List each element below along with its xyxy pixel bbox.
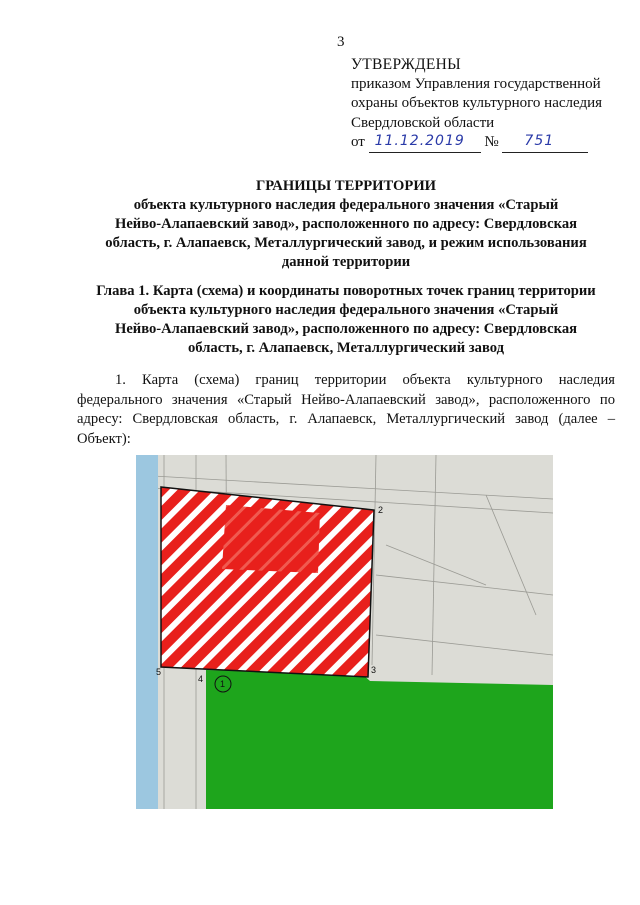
title-line-1: ГРАНИЦЫ ТЕРРИТОРИИ bbox=[255, 178, 437, 194]
approval-heading: УТВЕРЖДЕНЫ bbox=[351, 56, 461, 73]
title-line-2: объекта культурного наследия федерального значения «Старый bbox=[133, 197, 559, 213]
title-line-3: Нейво-Алапаевский завод», расположенного по адресу: Свердловская bbox=[114, 216, 578, 232]
chapter-line-2: объекта культурного наследия федерального значения «Старый bbox=[133, 302, 559, 318]
river-strip bbox=[136, 455, 158, 809]
chapter-heading bbox=[60, 282, 632, 358]
point-label-2: 2 bbox=[378, 505, 384, 515]
approval-line-2: охраны объектов культурного наследия bbox=[351, 95, 603, 111]
point-label-4: 4 bbox=[198, 674, 204, 684]
number-label: № bbox=[484, 134, 499, 150]
approval-line-3: Свердловской области bbox=[351, 114, 495, 131]
title-line-5: данной территории bbox=[281, 254, 411, 270]
chapter-line-1: Глава 1. Карта (схема) и координаты поворотных точек границ территории bbox=[96, 283, 596, 299]
handwritten-date: 11.12.2019 bbox=[374, 133, 465, 149]
inner-zone bbox=[222, 505, 320, 573]
approval-line-1: приказом Управления государственной bbox=[351, 75, 601, 92]
number-field bbox=[502, 135, 588, 153]
document-title bbox=[60, 177, 632, 272]
approval-block bbox=[351, 55, 602, 153]
green-zone bbox=[206, 670, 553, 809]
from-label: от bbox=[351, 134, 365, 150]
point-label-3: 3 bbox=[371, 665, 377, 675]
point-label-5: 5 bbox=[156, 667, 162, 677]
approval-date-row bbox=[351, 133, 602, 153]
date-field bbox=[369, 135, 481, 153]
chapter-line-4: область, г. Алапаевск, Металлургический завод bbox=[187, 340, 504, 356]
body-paragraph: 1. Карта (схема) границ территории объекта культурного наследия федерального значения «Старый Нейво-Алапаевский завод», расположенного по адресу: Свердловская область, г. Алапаевск, Металлургический завод (далее – Объект): bbox=[77, 372, 615, 447]
territory-map bbox=[136, 455, 553, 809]
chapter-line-3: Нейво-Алапаевский завод», расположенного по адресу: Свердловская bbox=[114, 321, 578, 337]
page-number: 3 bbox=[337, 34, 345, 50]
title-line-4: область, г. Алапаевск, Металлургический завод, и режим использования bbox=[105, 235, 587, 251]
handwritten-number: 751 bbox=[524, 133, 555, 149]
point-label-1: 1 bbox=[220, 679, 226, 689]
